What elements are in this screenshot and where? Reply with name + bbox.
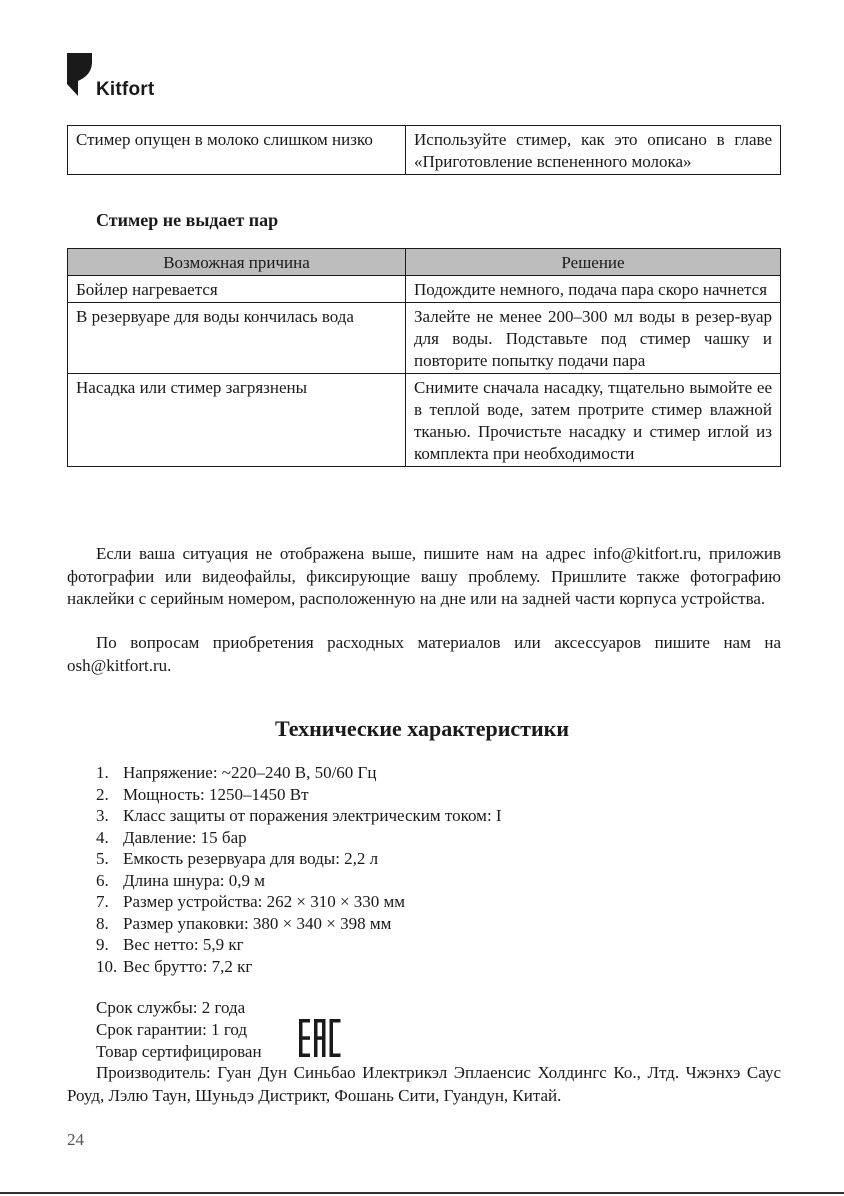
table-row [68, 374, 781, 467]
manufacturer-paragraph [67, 1062, 781, 1107]
contact-text: Если ваша ситуация не отображена выше, пишите нам на адрес info@kitfort.ru, приложив фотографии или видеофайлы, фиксирующие вашу проблему. Пришлите также фотографию наклейки с серийным номером, расположенную на дне или на задней части корпуса устройства. [67, 544, 781, 608]
column-header-solution: Решение [406, 249, 781, 276]
item-number: 8. [96, 913, 109, 933]
item-text: Длина шнура: 0,9 м [123, 870, 266, 890]
item-number: 9. [96, 935, 109, 954]
column-header-cause: Возможная причина [68, 249, 406, 276]
cause-cell: В резервуаре для воды кончилась вода [68, 303, 406, 374]
page-number: 24 [67, 1130, 84, 1149]
item-number: 7. [96, 892, 109, 911]
solution-cell: Снимите сначала насадку, тщательно вымойте ее в теплой воде, затем протрите стимер влажной тканью. Прочистьте насадку и стимер иглой из комплекта при необходимости [406, 374, 781, 467]
table-row [68, 276, 781, 303]
item-number: 4. [96, 827, 109, 847]
service-life: Срок службы: 2 года [96, 998, 246, 1017]
item-number: 10. [96, 956, 118, 976]
item-text: Класс защиты от поражения электрическим током: I [123, 806, 502, 825]
solution-cell: Залейте не менее 200–300 мл воды в резер-вуар для воды. Подставьте под стимер чашку и повторите попытку подачи пара [406, 303, 781, 374]
bottom-divider [0, 1192, 844, 1194]
logo-text: Kitfort [96, 79, 155, 100]
section-heading: Стимер не выдает пар [96, 210, 279, 230]
specs-list [67, 762, 502, 977]
contact-paragraph [67, 543, 781, 611]
accessories-paragraph [67, 632, 781, 677]
table-header-row [68, 249, 781, 276]
item-number: 2. [96, 784, 109, 804]
list-item [67, 934, 502, 956]
cause-cell: Насадка или стимер загрязнены [68, 374, 406, 467]
item-text: Давление: 15 бар [123, 827, 247, 847]
troubleshooting-table [67, 248, 781, 467]
list-item [67, 784, 502, 806]
item-text: Размер устройства: 262 × 310 × 330 мм [123, 892, 406, 911]
item-number: 3. [96, 806, 109, 825]
solution-cell: Подождите немного, подача пара скоро начнется [406, 276, 781, 303]
accessories-text: По вопросам приобретения расходных материалов или аксессуаров пишите нам на osh@kitfort.ru. [67, 633, 781, 675]
item-number: 1. [96, 763, 109, 782]
list-item [67, 827, 502, 849]
item-text: Напряжение: ~220–240 В, 50/60 Гц [123, 763, 377, 782]
specs-title: Технические характеристики [274, 716, 570, 741]
manufacturer-text: Производитель: Гуан Дун Синьбао Илектрикэл Эплаенсис Холдингс Ко., Лтд. Чжэнхэ Саус Роуд, Лэлю Таун, Шуньдэ Дистрикт, Фошань Сити, Гуандун, Китай. [67, 1063, 781, 1105]
item-text: Вес брутто: 7,2 кг [123, 956, 253, 976]
item-text: Емкость резервуара для воды: 2,2 л [123, 849, 379, 868]
item-text: Мощность: 1250–1450 Вт [123, 784, 309, 804]
warranty-period: Срок гарантии: 1 год [96, 1020, 248, 1039]
certification-note: Товар сертифицирован [96, 1042, 262, 1061]
eac-mark-icon [298, 1017, 342, 1059]
cause-cell: Стимер опущен в молоко слишком низко [68, 126, 406, 175]
list-item [67, 805, 502, 827]
item-text: Вес нетто: 5,9 кг [123, 935, 244, 954]
item-number: 6. [96, 870, 109, 890]
list-item [67, 848, 502, 870]
list-item [67, 956, 502, 978]
cause-cell: Бойлер нагревается [68, 276, 406, 303]
solution-cell: Используйте стимер, как это описано в главе «Приготовление вспененного молока» [406, 126, 781, 175]
table-row [68, 126, 781, 175]
table-row [68, 303, 781, 374]
list-item [67, 870, 502, 892]
list-item [67, 762, 502, 784]
list-item [67, 891, 502, 913]
troubleshooting-table-continued [67, 125, 781, 175]
item-text: Размер упаковки: 380 × 340 × 398 мм [123, 913, 392, 933]
list-item [67, 913, 502, 935]
item-number: 5. [96, 849, 109, 868]
